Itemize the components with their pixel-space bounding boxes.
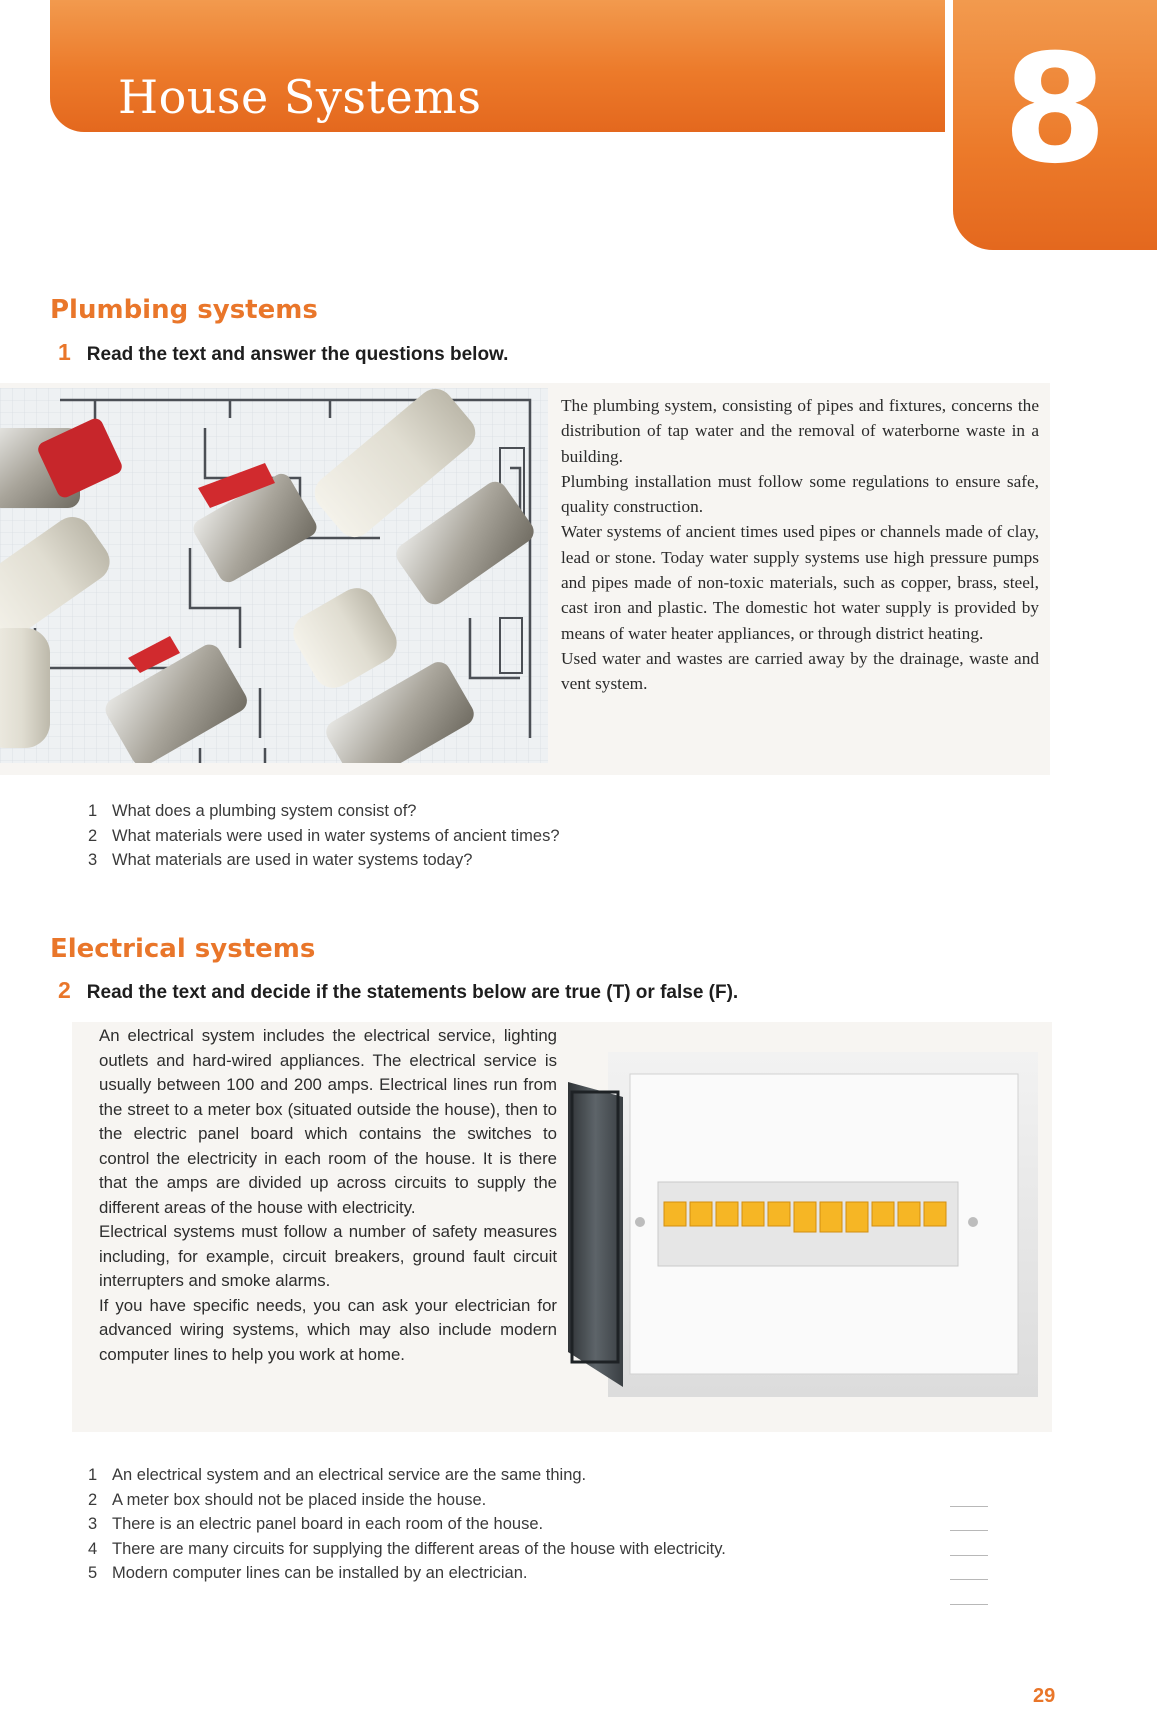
- answer-blank[interactable]: [950, 1482, 988, 1507]
- electrical-paragraph: Electrical systems must follow a number of safety measures including, for example, circuit breakers, ground fault circuit interrupters and smoke alarms.: [99, 1222, 557, 1290]
- statement-item: 2 A meter box should not be placed inside the house.: [88, 1490, 487, 1509]
- page-number: 29: [1033, 1685, 1056, 1707]
- plumbing-paragraph: Used water and wastes are carried away by the drainage, waste and vent system.: [561, 648, 1039, 694]
- question-item: 3 What materials are used in water systems today?: [88, 851, 473, 870]
- page-title: House Systems: [118, 70, 482, 124]
- true-false-statements: [88, 1463, 726, 1586]
- electrical-heading: Electrical systems: [50, 934, 316, 964]
- exercise-text: Read the text and answer the questions below.: [86, 344, 509, 365]
- answer-blank[interactable]: [950, 1531, 988, 1556]
- plumbing-reading-text: [561, 393, 1039, 697]
- plumbing-fittings-photo: [0, 388, 548, 763]
- statement-item: 4 There are many circuits for supplying the different areas of the house with electricity.: [88, 1539, 726, 1558]
- exercise-2-instruction: [58, 977, 738, 1004]
- plumbing-heading: Plumbing systems: [50, 295, 318, 325]
- statement-item: 1 An electrical system and an electrical service are the same thing.: [88, 1466, 587, 1484]
- statement-item: 3 There is an electric panel board in each room of the house.: [88, 1515, 544, 1534]
- unit-number: 8: [1002, 23, 1108, 197]
- statement-item: 5 Modern computer lines can be installed by an electrician.: [88, 1564, 528, 1583]
- answer-blank[interactable]: [950, 1507, 988, 1532]
- electric-panel-photo: [568, 1052, 1038, 1404]
- answer-blanks: [950, 1482, 988, 1605]
- electrical-paragraph: An electrical system includes the electrical service, lighting outlets and hard-wired appliances. The electrical service is usually between 100 and 200 amps. Electrical lines run from the street to a meter box (situated outside the house), then to the electric panel board which contains the switches to control the electricity in each room of the house. It is there that the amps are divided up across circuits to supply the different areas of the house with electricity.: [99, 1026, 557, 1217]
- plumbing-paragraph: Water systems of ancient times used pipes or channels made of clay, lead or stone. Today water supply systems use high pressure pumps and pipes made of non-toxic materials, such as copper, brass, steel, cast iron and plastic. The domestic hot water supply is provided by means of water heater appliances, or through district heating.: [561, 522, 1039, 643]
- exercise-text: Read the text and decide if the statements below are true (T) or false (F).: [86, 982, 739, 1003]
- electrical-paragraph: If you have specific needs, you can ask your electrician for advanced wiring systems, which may also include modern computer lines to help you work at home.: [99, 1295, 557, 1364]
- exercise-1-instruction: [58, 339, 508, 366]
- exercise-number: 2: [58, 977, 71, 1003]
- exercise-number: 1: [58, 339, 71, 365]
- plumbing-paragraph: Plumbing installation must follow some regulations to ensure safe, quality construction.: [561, 471, 1039, 517]
- question-item: 1 What does a plumbing system consist of?: [88, 802, 417, 820]
- electrical-reading-text: [99, 1024, 557, 1367]
- plumbing-questions: [88, 799, 560, 873]
- question-item: 2 What materials were used in water systems of ancient times?: [88, 826, 560, 845]
- answer-blank[interactable]: [950, 1580, 988, 1605]
- plumbing-paragraph: The plumbing system, consisting of pipes and fixtures, concerns the distribution of tap water and the removal of waterborne waste in a building.: [561, 396, 1039, 466]
- answer-blank[interactable]: [950, 1556, 988, 1581]
